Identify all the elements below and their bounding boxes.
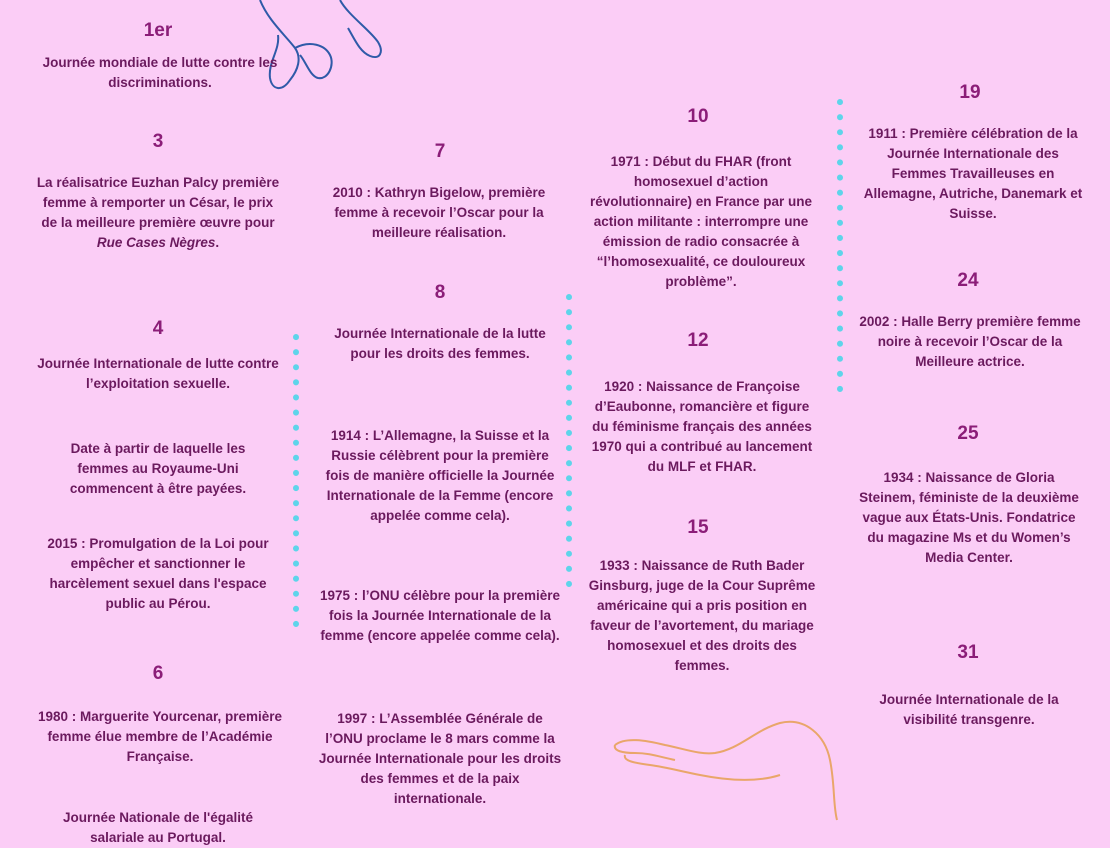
dotted-separator-1 — [290, 333, 302, 639]
event-3-part-a: La réalisatrice Euzhan Palcy première femme à remporter un César, le prix de la meilleure première œuvre pour — [36, 175, 280, 230]
date-6: 6 — [152, 663, 164, 684]
film-title: Rue Cases Nègres — [96, 235, 216, 250]
date-7: 7 — [434, 141, 446, 162]
date-4: 4 — [152, 318, 164, 339]
date-3: 3 — [152, 131, 164, 152]
event-31: Journée Internationale de la visibilité transgenre. — [879, 692, 1059, 727]
event-3-part-b: . — [215, 235, 220, 250]
event-4-a: Journée Internationale de lutte contre l’exploitation sexuelle. — [37, 356, 279, 391]
event-19: 1911 : Première célébration de la Journée Internationale des Femmes Travailleuses en Allemagne, Autriche, Danemark et Suisse. — [863, 126, 1083, 221]
event-4-c: 2015 : Promulgation de la Loi pour empêcher et sanctionner le harcèlement sexuel dans l'espace public au Pérou. — [47, 536, 269, 611]
date-10: 10 — [687, 106, 709, 127]
event-7: 2010 : Kathryn Bigelow, première femme à recevoir l’Oscar pour la meilleure réalisation. — [332, 185, 546, 240]
date-31: 31 — [957, 642, 979, 663]
date-19: 19 — [959, 82, 981, 103]
event-3 — [35, 173, 281, 253]
date-25: 25 — [957, 423, 979, 444]
date-1: 1er — [143, 20, 173, 41]
event-12: 1920 : Naissance de Françoise d’Eaubonne, romancière et figure du féminisme français des années 1970 qui a contribué au lancement du MLF et FHAR. — [591, 379, 813, 474]
event-8-a: Journée Internationale de la lutte pour les droits des femmes. — [334, 326, 546, 361]
event-4-b: Date à partir de laquelle les femmes au Royaume-Uni commencent à être payées. — [69, 441, 247, 496]
event-8-d: 1997 : L’Assemblée Générale de l’ONU proclame le 8 mars comme la Journée Internationale pour les droits des femmes et de la paix internationale. — [318, 711, 562, 806]
date-15: 15 — [687, 517, 709, 538]
hand-bottom-icon — [605, 715, 845, 825]
event-6-b: Journée Nationale de l'égalité salariale au Portugal. — [62, 810, 253, 845]
date-12: 12 — [687, 330, 709, 351]
event-24: 2002 : Halle Berry première femme noire à recevoir l’Oscar de la Meilleure actrice. — [859, 314, 1081, 369]
dotted-separator-2 — [563, 293, 575, 599]
event-15: 1933 : Naissance de Ruth Bader Ginsburg, juge de la Cour Suprême américaine qui a pris position en faveur de l’avortement, du mariage homosexuel et des droits des femmes. — [588, 558, 816, 673]
event-8-c: 1975 : l’ONU célèbre pour la première fois la Journée Internationale de la femme (encore appelée comme cela). — [319, 588, 561, 643]
event-8-b: 1914 : L’Allemagne, la Suisse et la Russie célèbrent pour la première fois de manière officielle la Journée Internationale de la Femme (encore appelée comme cela). — [325, 428, 555, 523]
date-8: 8 — [434, 282, 446, 303]
event-6-a: 1980 : Marguerite Yourcenar, première femme élue membre de l’Académie Française. — [37, 709, 283, 764]
dotted-separator-3 — [834, 98, 846, 404]
event-25: 1934 : Naissance de Gloria Steinem, féministe de la deuxième vague aux États-Unis. Fondatrice du magazine Ms et du Women’s Media Center. — [859, 470, 1079, 565]
event-1: Journée mondiale de lutte contre les discriminations. — [42, 55, 278, 90]
event-10: 1971 : Début du FHAR (front homosexuel d’action révolutionnaire) en France par une action militante : interrompre une émission de radio consacrée à “l’homosexualité, ce douloureux problème”. — [589, 154, 813, 289]
date-24: 24 — [957, 270, 979, 291]
